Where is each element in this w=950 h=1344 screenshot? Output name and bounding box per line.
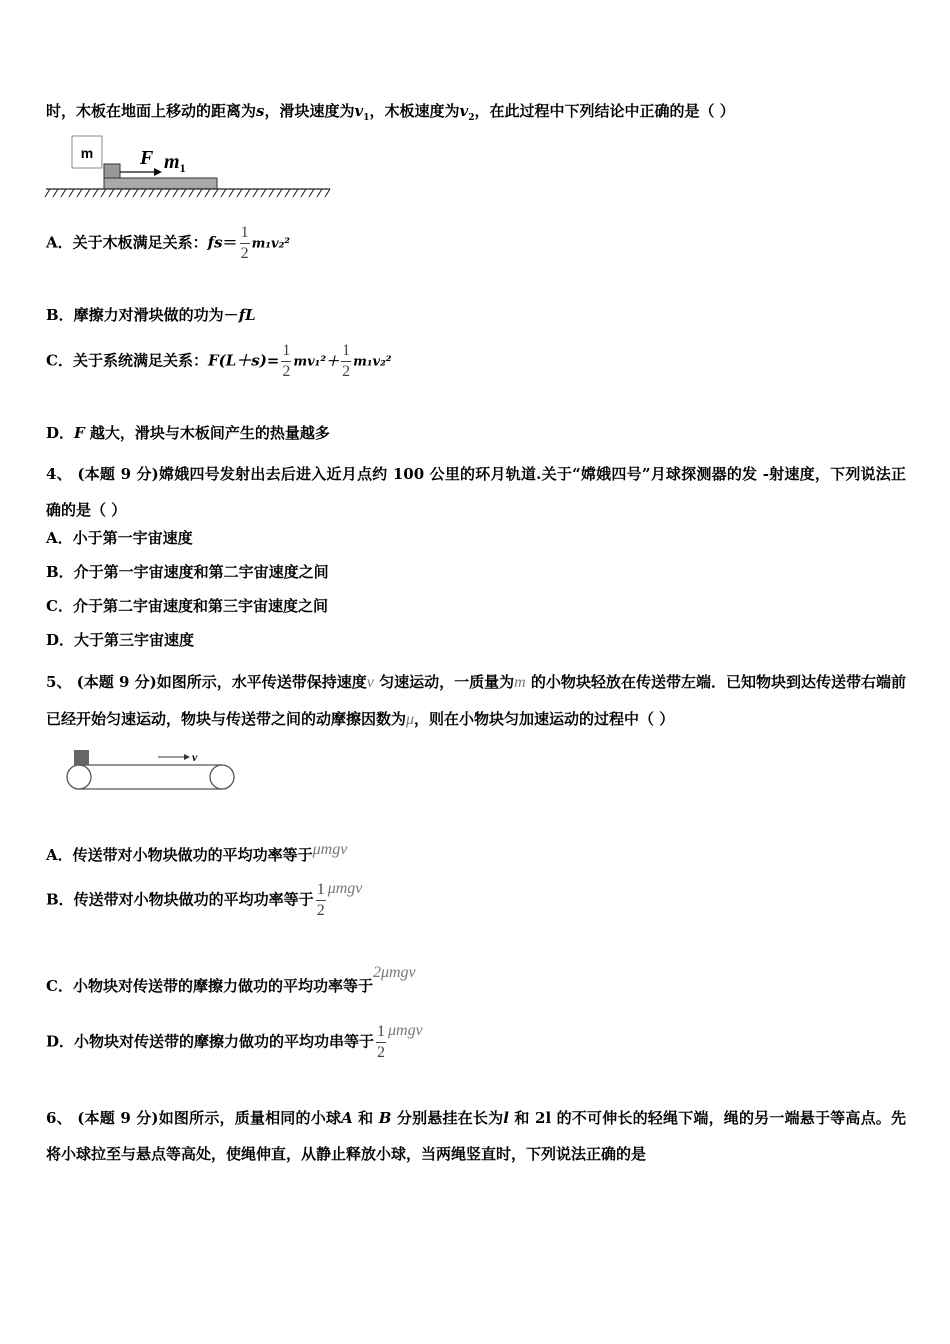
fraction: $\frac{1}{2}$ — [316, 881, 325, 919]
q3-stem: 时，木板在地面上移动的距离为s，滑块速度为$v_1$，木板速度为$v_2$，在此过程中下列结论中正确的是（ ） — [46, 102, 735, 123]
q5-option-a[interactable]: A．传送带对小物块做功的平均功率等于μmgv — [46, 841, 348, 864]
q4-option-b[interactable]: B．介于第一宇宙速度和第二宇宙速度之间 — [46, 563, 329, 581]
q5-option-c[interactable]: C．小物块对传送带的摩擦力做功的平均功率等于2μmgv — [46, 964, 416, 995]
fraction: $\frac{1}{2}$ — [240, 224, 249, 262]
block — [104, 164, 120, 178]
q3-option-c[interactable]: C．关于系统满足关系：F(L＋s)= $\frac{1}{2}$ mv₁²＋ $\frac{1}{2}$ m₁v₂² — [46, 342, 392, 380]
q4-option-d[interactable]: D．大于第三宇宙速度 — [46, 631, 195, 649]
q3-figure — [44, 132, 334, 204]
q5-option-d[interactable]: D．小物块对传送带的摩擦力做功的平均功串等于 $\frac{1}{2}$ μmgv — [46, 1021, 423, 1061]
force-label: F — [140, 147, 154, 169]
block — [74, 750, 89, 765]
q3-option-a[interactable]: A．关于木板满足关系：fs＝ $\frac{1}{2}$ m₁v₂² — [46, 224, 290, 262]
q5-option-b[interactable]: B．传送带对小物块做功的平均功率等于 $\frac{1}{2}$ μmgv — [46, 879, 363, 919]
q3-option-b[interactable]: B．摩擦力对滑块做的功为－fL — [46, 306, 256, 324]
q4-option-a[interactable]: A．小于第一宇宙速度 — [46, 529, 193, 547]
q6-stem: 6、 (本题 9 分)如图所示，质量相同的小球A 和 B 分别悬挂在长为l 和 2l 的不可伸长的轻绳下端，绳的另一端悬于等高点。先将小球拉至与悬点等高处，使绳伸直，从静止释放小球，当两绳竖直时，下列说法正确的是 — [46, 1109, 906, 1163]
q5-stem: 5、 (本题 9 分)如图所示，水平传送带保持速度v 匀速运动，一质量为m 的小物块轻放在传送带左端．已知物块到达传送带右端前已经开始匀速运动，物块与传送带之间的动摩擦因数为μ，则在小物块匀加速运动的过程中（ ） — [46, 673, 906, 728]
q3-option-d[interactable]: D．F 越大，滑块与木板间产生的热量越多 — [46, 424, 330, 442]
board — [104, 178, 217, 189]
board-label: $m_1$ — [164, 151, 186, 175]
fraction: $\frac{1}{2}$ — [377, 1023, 386, 1061]
q4-stem: 4、 (本题 9 分)嫦娥四号发射出去后进入近月点约 100 公里的环月轨道.关于“嫦娥四号”月球探测器的发 -射速度，下列说法正确的是（ ） — [46, 465, 906, 519]
right-pulley — [210, 765, 234, 789]
legend-mass-label: m — [80, 145, 94, 161]
q5-figure — [62, 746, 242, 796]
fraction: $\frac{1}{2}$ — [342, 342, 351, 380]
left-pulley — [67, 765, 91, 789]
fraction: $\frac{1}{2}$ — [282, 342, 291, 380]
velocity-label: v — [192, 750, 198, 764]
q4-option-c[interactable]: C．介于第二宇宙速度和第三宇宙速度之间 — [46, 597, 328, 615]
